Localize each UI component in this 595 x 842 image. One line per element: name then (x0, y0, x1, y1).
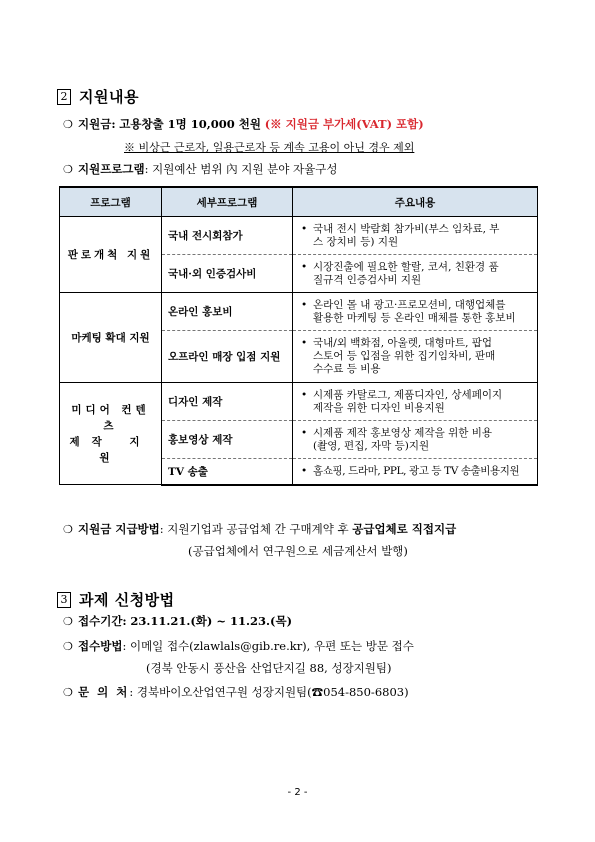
description-cell (293, 293, 538, 331)
bullet-icon: ❍ (63, 523, 73, 536)
method-label: 접수방법 (78, 639, 123, 653)
category-cell (60, 217, 162, 293)
table-row (60, 217, 538, 255)
table-header: 세부프로그램 (162, 187, 293, 217)
description-cell (293, 383, 538, 421)
page-number: - 2 - (287, 787, 308, 798)
category-label: 미디어 컨텐츠 (71, 403, 150, 432)
method-line-2: (경북 안동시 풍산읍 산업단지길 88, 성장지원팀) (146, 661, 392, 675)
method-value: : 이메일 접수(zlawlals@gib.re.kr), 우편 또는 방문 접수 (122, 639, 414, 653)
support-amount-value: 고용창출 1명 10,000 천원 (119, 117, 262, 131)
description-cell (293, 217, 538, 255)
category-line-2 (60, 434, 161, 466)
period-value: 23.11.21.(화) ~ 11.23.(목) (130, 614, 293, 628)
bullet-icon: ❍ (63, 615, 73, 628)
category-cell (60, 293, 162, 383)
description-line: 국내 전시 박람회 참가비(부스 임차료, 부 (313, 222, 500, 235)
description-line: 온라인 몰 내 광고·프로모션비, 대행업체를 (313, 298, 506, 311)
sub-program-cell: 국내 전시회참가 (162, 217, 293, 255)
bullet-icon: ❍ (63, 640, 73, 653)
category-label: 판로개척 지원 (67, 248, 154, 261)
exclusion-note: ※ 비상근 근로자, 일용근로자 등 계속 고용이 아닌 경우 제외 (124, 141, 415, 154)
description-line: 스토어 등 입점을 위한 집기임차비, 판매 (313, 350, 496, 362)
section-2-heading (57, 86, 139, 107)
payment-line (63, 521, 456, 537)
description-cell (293, 421, 538, 459)
contact-value: : 경북바이오산업연구원 성장지원팀(☎054-850-6803) (129, 685, 409, 699)
description-cell (293, 255, 538, 293)
table-header: 주요내용 (293, 187, 538, 217)
description-line: 제작을 위한 디자인 비용지원 (313, 401, 445, 414)
section-number-box: 2 (57, 89, 71, 105)
description-line: 홈쇼핑, 드라마, PPL, 광고 등 TV 송출비용지원 (313, 464, 520, 477)
category-line-1 (60, 402, 161, 434)
table-header: 프로그램 (60, 187, 162, 217)
period-label: 접수기간: (78, 614, 127, 628)
bullet-dot-icon: • (301, 464, 308, 477)
description-line: 활용한 마케팅 등 온라인 매체를 통한 홍보비 (313, 311, 516, 324)
sub-program-cell: 홍보영상 제작 (162, 421, 293, 459)
bullet-dot-icon: • (301, 298, 308, 311)
payment-value: : 지원기업과 공급업체 간 구매계약 후 (159, 522, 349, 536)
category-label: 마케팅 확대 지원 (71, 331, 150, 344)
description-line: 질규격 인증검사비 지원 (313, 273, 422, 286)
sub-program-cell: TV 송출 (162, 459, 293, 485)
bullet-dot-icon: • (301, 388, 308, 401)
bullet-dot-icon: • (301, 426, 308, 439)
table-row (60, 293, 538, 331)
bullet-dot-icon: • (301, 337, 308, 349)
section-title: 과제 신청방법 (79, 591, 175, 609)
bullet-icon: ❍ (63, 163, 73, 176)
description-line: 시제품 제작 홍보영상 제작을 위한 비용 (313, 426, 492, 439)
payment-label: 지원금 지급방법 (78, 522, 160, 536)
bullet-icon: ❍ (63, 118, 73, 131)
description-line: 스 장치비 등) 지원 (313, 235, 399, 248)
bullet-icon: ❍ (63, 686, 73, 699)
program-label: 지원프로그램 (78, 162, 145, 176)
support-amount-line (63, 116, 424, 132)
contact-line (63, 684, 409, 700)
description-line: (촬영, 편집, 자막 등)지원 (313, 439, 430, 452)
section-title: 지원내용 (79, 88, 139, 106)
section-3-heading (57, 589, 175, 610)
payment-value-bold: 공급업체로 직접지급 (352, 522, 457, 536)
sub-program-cell: 온라인 홍보비 (162, 293, 293, 331)
sub-program-cell: 국내·외 인증검사비 (162, 255, 293, 293)
table-header-row (60, 187, 538, 217)
program-table (59, 186, 538, 486)
vat-note: (※ 지원금 부가세(VAT) 포함) (264, 117, 424, 131)
contact-label: 문 의 처 (78, 685, 130, 699)
program-line (63, 161, 338, 177)
description-line: 시장진출에 필요한 할랄, 코셔, 친환경 품 (313, 260, 499, 273)
table-row (60, 383, 538, 421)
support-amount-label: 지원금: (78, 117, 116, 131)
program-value: : 지원예산 범위 內 지원 분야 자율구성 (144, 162, 338, 176)
sub-program-cell: 오프라인 매장 입점 지원 (162, 331, 293, 383)
method-line (63, 638, 414, 654)
section-number-box: 3 (57, 592, 71, 608)
period-line (63, 613, 292, 629)
description-line: 시제품 카탈로그, 제품디자인, 상세페이지 (313, 388, 503, 401)
description-cell (293, 459, 538, 485)
payment-line-2: (공급업체에서 연구원으로 세금계산서 발행) (188, 544, 408, 558)
category-cell (60, 383, 162, 485)
description-line: 수수료 등 비용 (313, 363, 381, 375)
description-cell (293, 331, 538, 383)
category-label: 제작 지원 (69, 435, 152, 464)
support-note (124, 139, 414, 155)
sub-program-cell: 디자인 제작 (162, 383, 293, 421)
description-line: 국내/외 백화점, 아울렛, 대형마트, 팝업 (313, 337, 493, 349)
bullet-dot-icon: • (301, 222, 308, 235)
bullet-dot-icon: • (301, 260, 308, 273)
